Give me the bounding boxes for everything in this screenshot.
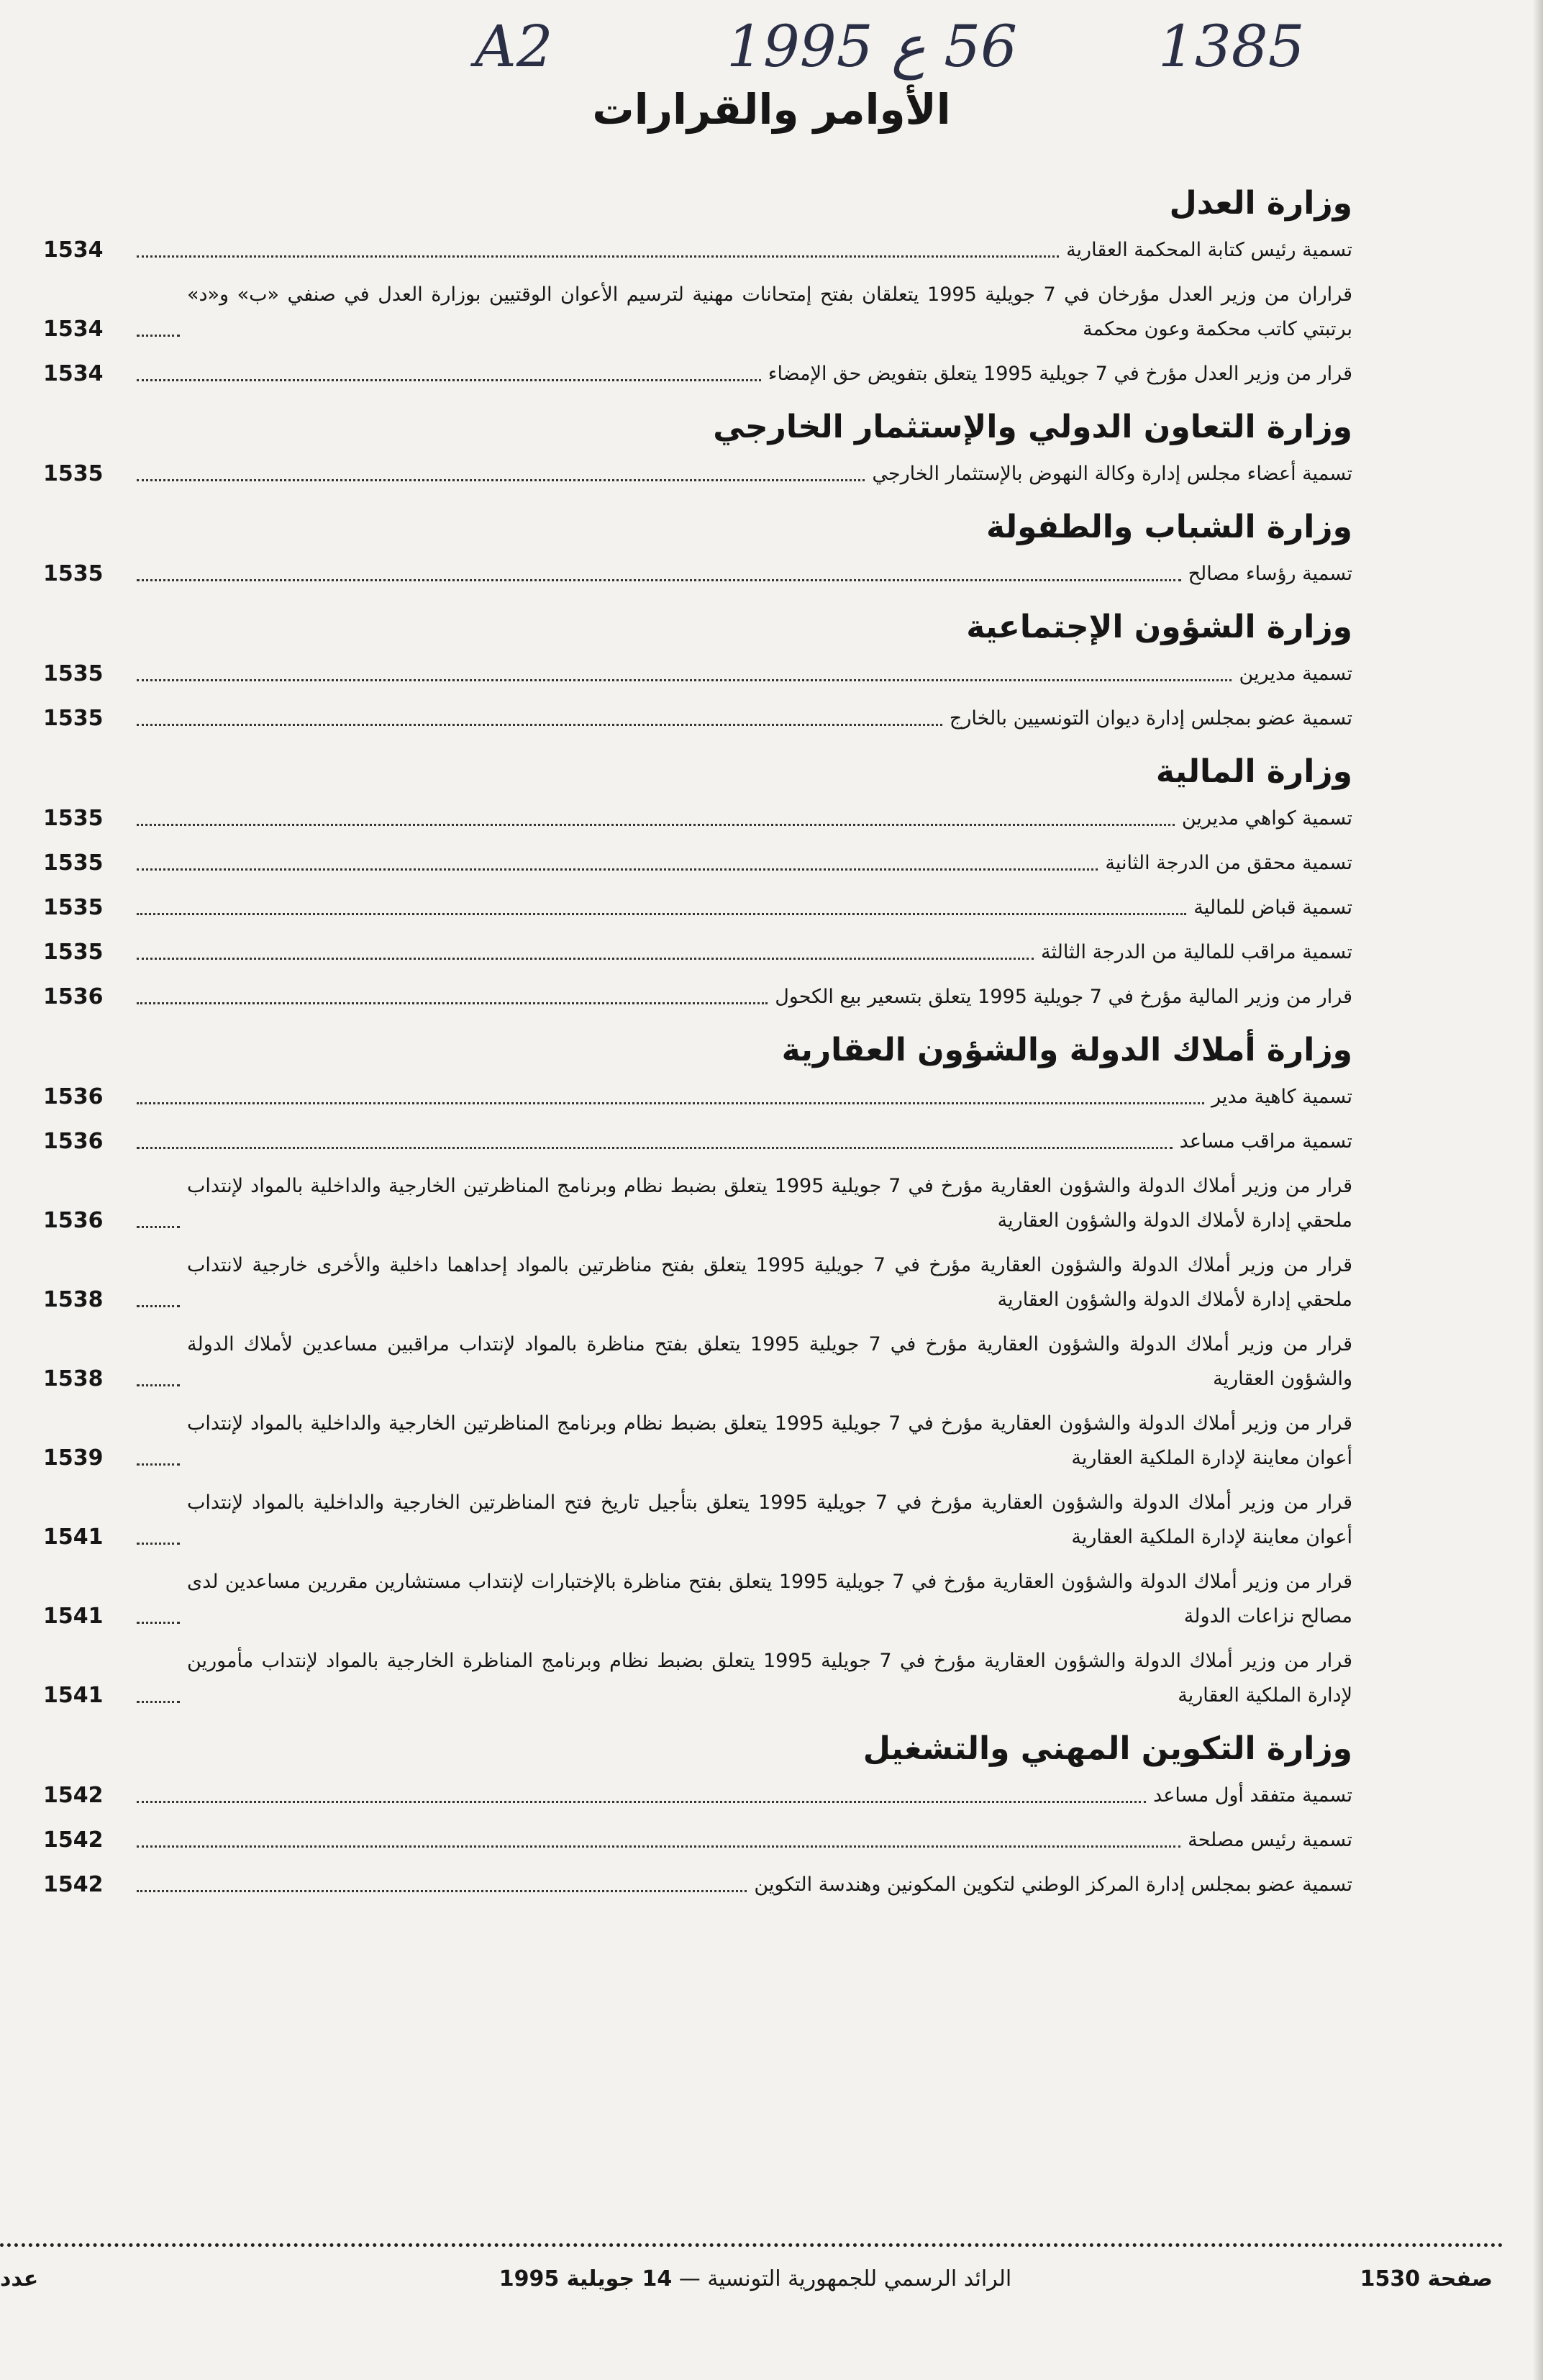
entry-page-number: 1542 — [43, 1827, 104, 1853]
dot-leader — [137, 247, 1059, 258]
toc-entry — [43, 1327, 1352, 1396]
entry-text: تسمية أعضاء مجلس إدارة وكالة النهوض بالإستثمار الخارجي — [872, 463, 1352, 485]
entry-page-number: 1535 — [43, 561, 104, 586]
entry-page-number: 1538 — [43, 1287, 104, 1312]
footer-page-number: صفحة 1530 — [1360, 2266, 1493, 2292]
dot-leader — [137, 671, 1232, 681]
section-heading: وزارة الشؤون الإجتماعية — [966, 609, 1352, 645]
entry-text: تسمية رئيس مصلحة — [1188, 1829, 1352, 1851]
toc-entry — [43, 1779, 1352, 1813]
section-heading: وزارة الشباب والطفولة — [986, 509, 1352, 545]
entry-text: تسمية مديرين — [1239, 663, 1352, 685]
dot-leader — [137, 326, 180, 337]
toc-entry — [43, 1169, 1352, 1238]
handwritten-number: 1385 — [1158, 13, 1305, 80]
entry-page-number: 1541 — [43, 1604, 104, 1629]
entry-page-number: 1534 — [43, 317, 104, 342]
dot-leader — [137, 994, 768, 1004]
toc-entry — [43, 1248, 1352, 1317]
entry-text: تسمية متفقد أول مساعد — [1153, 1784, 1352, 1807]
toc-entry — [43, 357, 1352, 391]
toc-entry — [43, 657, 1352, 691]
entry-text: تسمية قباض للمالية — [1193, 896, 1352, 919]
dot-leader — [137, 1217, 180, 1228]
toc-entry — [43, 1125, 1352, 1159]
entry-page-number: 1534 — [43, 237, 104, 263]
dot-leader — [137, 1138, 1173, 1149]
footer-journal-line: الرائد الرسمي للجمهورية التونسية — 14 جويلية 1995 — [499, 2266, 1012, 2292]
entry-page-number: 1542 — [43, 1783, 104, 1808]
toc-entry — [43, 1868, 1352, 1902]
footer-issue: عدد — [0, 2266, 39, 2292]
dot-leader — [137, 815, 1175, 826]
toc-entry — [43, 1565, 1352, 1634]
dot-leader — [137, 904, 1186, 915]
toc-entry — [43, 1407, 1352, 1476]
toc-entry — [43, 701, 1352, 736]
entry-page-number: 1541 — [43, 1525, 104, 1550]
footer-journal: الرائد الرسمي للجمهورية التونسية — [707, 2266, 1012, 2292]
handwritten-code: A2 — [475, 13, 553, 80]
entry-text: قرار من وزير أملاك الدولة والشؤون العقارية مؤرخ في 7 جويلية 1995 يتعلق بتأجيل تاريخ فتح المناظرتين الخارجية والداخلية بالمواد لإنتداب أعوان معاينة لإدارة الملكية العقارية — [187, 1491, 1352, 1548]
dot-leader — [137, 860, 1098, 871]
scan-edge — [1533, 0, 1543, 2380]
entry-page-number: 1536 — [43, 1084, 104, 1109]
toc-entry — [43, 801, 1352, 836]
entry-text: قرار من وزير أملاك الدولة والشؤون العقارية مؤرخ في 7 جويلية 1995 يتعلق بضبط نظام وبرنامج المناظرتين الخارجية والداخلية بالمواد لإنتداب أعوان معاينة لإدارة الملكية العقارية — [187, 1412, 1352, 1469]
footer-date: 14 جويلية 1995 — [499, 2266, 673, 2292]
entry-page-number: 1535 — [43, 706, 104, 731]
toc-entry — [43, 846, 1352, 881]
toc-entry — [43, 1486, 1352, 1555]
toc-entry — [43, 233, 1352, 268]
toc-entry — [43, 278, 1352, 347]
entry-text: قرار من وزير أملاك الدولة والشؤون العقارية مؤرخ في 7 جويلية 1995 يتعلق بضبط نظام وبرنامج المناظرتين الخارجية والداخلية بالمواد لإنتداب ملحقي إدارة لأملاك الدولة والشؤون العقارية — [187, 1175, 1352, 1232]
entry-page-number: 1535 — [43, 661, 104, 686]
entry-page-number: 1536 — [43, 1208, 104, 1233]
table-of-contents — [43, 183, 1352, 1912]
dot-leader — [137, 1296, 180, 1307]
entry-text: تسمية عضو بمجلس إدارة المركز الوطني لتكوين المكونين وهندسة التكوين — [754, 1873, 1352, 1896]
footer-divider — [0, 2243, 1503, 2247]
dot-leader — [137, 1692, 180, 1703]
section-heading: وزارة التعاون الدولي والإستثمار الخارجي — [713, 409, 1352, 445]
dot-leader — [137, 371, 761, 381]
dot-leader — [137, 471, 865, 481]
toc-entry — [43, 980, 1352, 1014]
toc-entry — [43, 1823, 1352, 1858]
entry-page-number: 1534 — [43, 361, 104, 386]
entry-text: تسمية مراقب مساعد — [1179, 1130, 1352, 1153]
dot-leader — [137, 1613, 180, 1624]
entry-text: تسمية كواهي مديرين — [1181, 807, 1352, 830]
entry-page-number: 1535 — [43, 461, 104, 486]
entry-text: تسمية عضو بمجلس إدارة ديوان التونسيين بالخارج — [949, 707, 1352, 730]
entry-text: تسمية رؤساء مصالح — [1188, 563, 1352, 585]
dot-leader — [137, 1094, 1204, 1104]
toc-entry — [43, 457, 1352, 491]
entry-text: قرار من وزير المالية مؤرخ في 7 جويلية 1995 يتعلق بتسعير بيع الكحول — [775, 986, 1352, 1008]
entry-page-number: 1542 — [43, 1872, 104, 1897]
entry-text: تسمية مراقب للمالية من الدرجة الثالثة — [1041, 941, 1352, 963]
entry-page-number: 1541 — [43, 1683, 104, 1708]
entry-page-number: 1535 — [43, 895, 104, 920]
entry-text: قراران من وزير العدل مؤرخان في 7 جويلية 1995 يتعلقان بفتح إمتحانات مهنية لترسيم الأعوان الوقتيين بوزارة العدل في صنفي «ب» و«د» برتبتي كاتب محكمة وعون محكمة — [187, 283, 1352, 340]
dot-leader — [137, 1455, 180, 1466]
handwritten-issue-year: 56 ع 1995 — [727, 13, 1017, 80]
page-title: الأوامر والقرارات — [592, 85, 951, 134]
entry-text: قرار من وزير أملاك الدولة والشؤون العقارية مؤرخ في 7 جويلية 1995 يتعلق بفتح مناظرة بالإختبارات لإنتداب مستشارين مقررين مساعدين لدى مصالح نزاعات الدولة — [187, 1571, 1352, 1627]
entry-text: تسمية كاهية مدير — [1211, 1086, 1352, 1108]
dot-leader — [137, 1534, 180, 1545]
entry-page-number: 1535 — [43, 806, 104, 831]
toc-entry — [43, 1080, 1352, 1114]
dot-leader — [137, 1376, 180, 1386]
section-heading: وزارة التكوين المهني والتشغيل — [862, 1730, 1352, 1767]
entry-page-number: 1535 — [43, 940, 104, 965]
entry-page-number: 1536 — [43, 1129, 104, 1154]
dot-leader — [137, 1837, 1180, 1848]
entry-text: قرار من وزير العدل مؤرخ في 7 جويلية 1995 يتعلق بتفويض حق الإمضاء — [768, 363, 1352, 385]
dot-leader — [137, 949, 1034, 960]
section-heading: وزارة المالية — [1155, 753, 1352, 790]
entry-text: قرار من وزير أملاك الدولة والشؤون العقارية مؤرخ في 7 جويلية 1995 يتعلق بضبط نظام وبرنامج المناظرة الخارجية بالمواد لإنتداب مأمورين لإدارة الملكية العقارية — [187, 1650, 1353, 1707]
page-footer — [0, 2266, 1543, 2309]
dot-leader — [137, 1792, 1146, 1803]
dot-leader — [137, 571, 1181, 581]
section-heading: وزارة أملاك الدولة والشؤون العقارية — [781, 1032, 1352, 1068]
entry-text: تسمية محقق من الدرجة الثانية — [1105, 852, 1352, 874]
entry-text: تسمية رئيس كتابة المحكمة العقارية — [1066, 239, 1352, 261]
handwritten-annotation — [0, 13, 1543, 92]
entry-text: قرار من وزير أملاك الدولة والشؤون العقارية مؤرخ في 7 جويلية 1995 يتعلق بفتح مناظرة بالمواد لإنتداب مراقبين مساعدين لأملاك الدولة والشؤون العقارية — [187, 1333, 1352, 1390]
entry-page-number: 1539 — [43, 1445, 104, 1471]
toc-entry — [43, 891, 1352, 925]
toc-entry — [43, 557, 1352, 591]
toc-entry — [43, 1644, 1352, 1713]
entry-text: قرار من وزير أملاك الدولة والشؤون العقارية مؤرخ في 7 جويلية 1995 يتعلق بفتح مناظرتين بالمواد إحداهما داخلية والأخرى خارجية لانتداب ملحقي إدارة لأملاك الدولة والشؤون العقارية — [187, 1254, 1353, 1311]
toc-entry — [43, 935, 1352, 970]
dot-leader — [137, 1881, 747, 1892]
entry-page-number: 1535 — [43, 850, 104, 876]
section-heading: وزارة العدل — [1169, 185, 1352, 222]
dot-leader — [137, 715, 942, 726]
entry-page-number: 1538 — [43, 1366, 104, 1391]
entry-page-number: 1536 — [43, 984, 104, 1009]
